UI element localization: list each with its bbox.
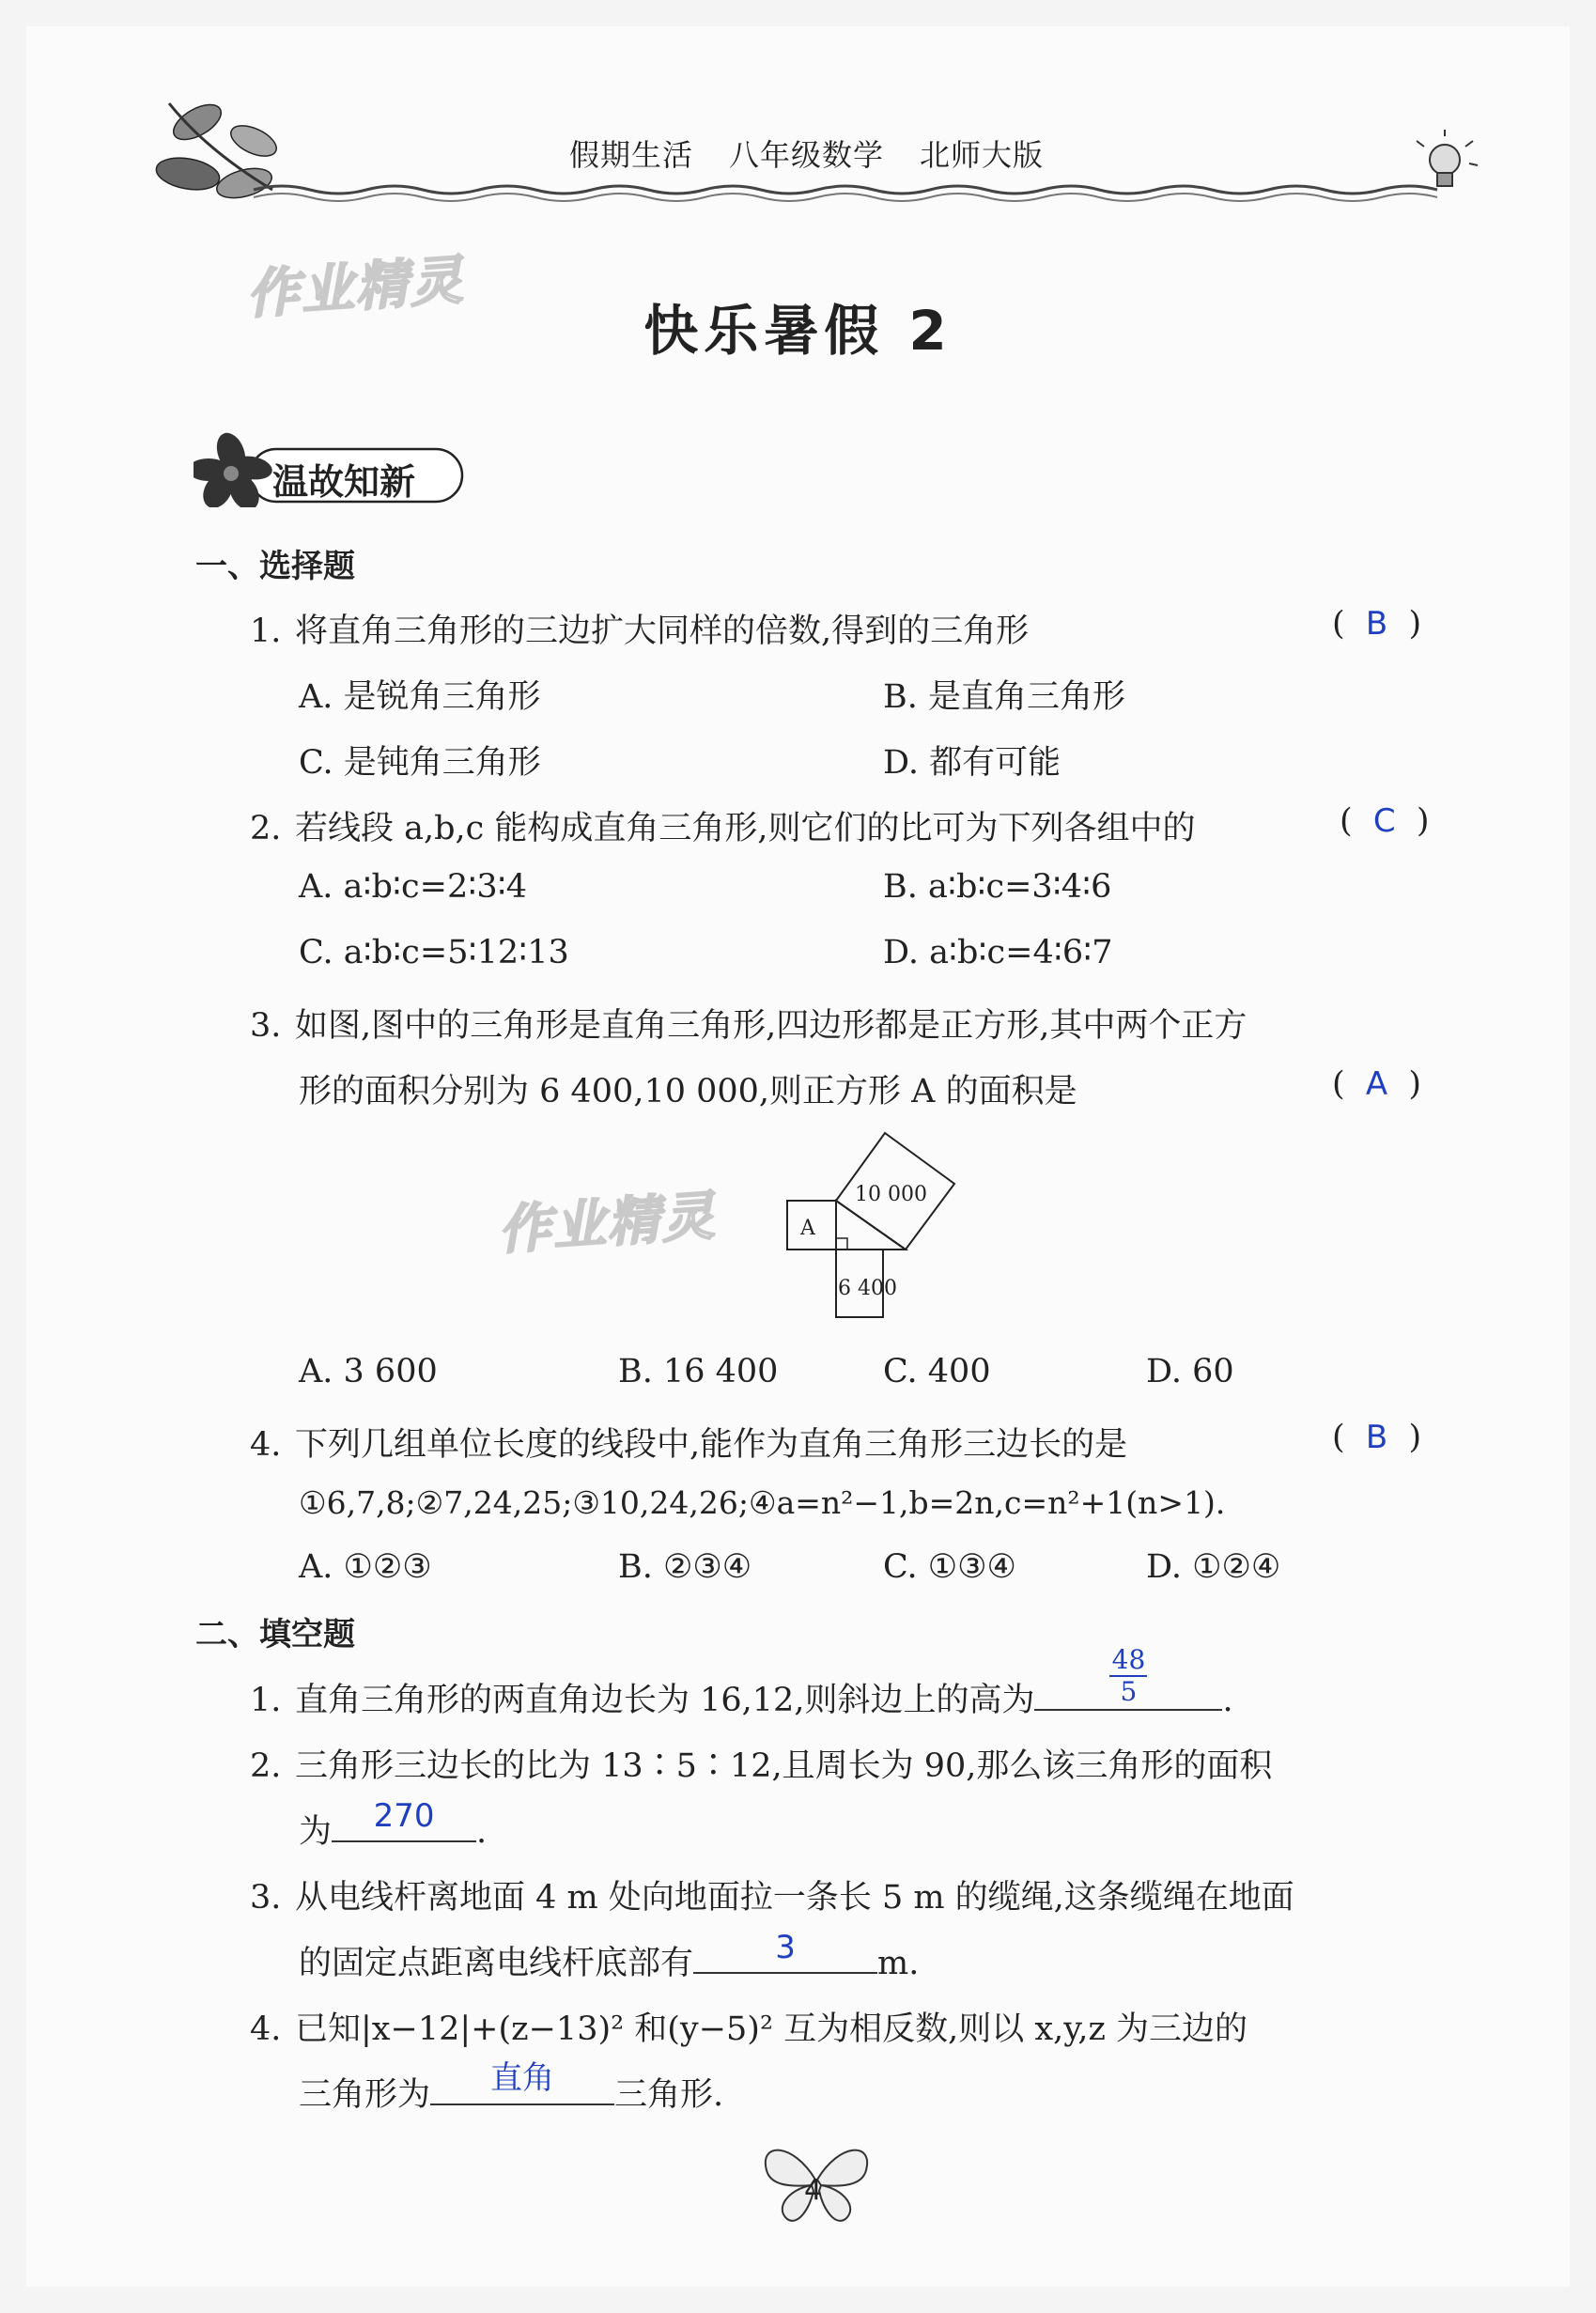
question-text: 三角形三边长的比为 13∶5∶12,且周长为 90,那么该三角形的面积 xyxy=(295,1747,1273,1785)
watermark-middle: 作业精灵 xyxy=(496,1185,719,1263)
answer-choice: B xyxy=(1365,1419,1388,1456)
question-number: 2. xyxy=(250,810,282,847)
fill-question-2-line-2 xyxy=(299,1797,488,1853)
question-1 xyxy=(250,605,1029,652)
question-text: 三角形为 xyxy=(299,2076,431,2114)
answer-blank xyxy=(1034,1644,1222,1711)
answer-fill: 270 xyxy=(373,1797,435,1835)
answer-blank xyxy=(693,1929,877,1974)
header-title xyxy=(569,132,1044,175)
option-a: A. 3 600 xyxy=(299,1353,438,1390)
question-number: 3. xyxy=(250,1879,282,1917)
label-small: 6 400 xyxy=(838,1277,897,1300)
option-c: C. 400 xyxy=(883,1353,991,1390)
fill-question-4 xyxy=(250,2003,1247,2050)
answer-choice: A xyxy=(1365,1065,1388,1103)
answer-fill: 3 xyxy=(775,1929,796,1966)
fill-question-1 xyxy=(250,1644,1233,1721)
question-text: 从电线杆离地面 4 m 处向地面拉一条长 5 m 的缆绳,这条缆绳在地面 xyxy=(295,1879,1294,1917)
answer-paren-3: ( A ) xyxy=(1332,1065,1422,1103)
page-title: 快乐暑假 2 xyxy=(643,299,953,363)
option-d: D. 60 xyxy=(1146,1353,1234,1390)
question-2 xyxy=(250,802,1196,849)
answer-choice: B xyxy=(1365,605,1388,643)
answer-blank xyxy=(332,1797,476,1842)
answer-paren-4: ( B ) xyxy=(1332,1419,1422,1456)
right-triangle xyxy=(836,1201,906,1250)
section-badge-label: 温故知新 xyxy=(272,461,416,503)
header-item-holiday: 假期生活 xyxy=(569,137,694,173)
question-4-line-2: ①6,7,8;②7,24,25;③10,24,26;④a=n²−1,b=2n,c=n²+1(n>1). xyxy=(299,1484,1226,1521)
header-item-edition: 北师大版 xyxy=(920,137,1045,173)
question-number: 4. xyxy=(250,2010,282,2048)
question-text: 若线段 a,b,c 能构成直角三角形,则它们的比可为下列各组中的 xyxy=(295,810,1196,847)
fraction-denominator: 5 xyxy=(1120,1676,1138,1707)
watermark-top: 作业精灵 xyxy=(244,249,467,327)
option-b: B. 是直角三角形 xyxy=(883,678,1125,716)
question-text: 为 xyxy=(299,1813,333,1851)
question-text: 如图,图中的三角形是直角三角形,四边形都是正方形,其中两个正方 xyxy=(295,1007,1247,1045)
option-d: D. 都有可能 xyxy=(883,744,1061,782)
question-number: 4. xyxy=(250,1426,282,1464)
section-heading-choice: 一、选择题 xyxy=(195,548,355,585)
question-3 xyxy=(250,1000,1247,1047)
option-a: A. 是锐角三角形 xyxy=(299,678,541,716)
fill-question-4-line-2 xyxy=(299,2059,724,2116)
option-c: C. ①③④ xyxy=(883,1548,1016,1586)
question-number: 3. xyxy=(250,1007,282,1045)
question-text: 下列几组单位长度的线段中,能作为直角三角形三边长的是 xyxy=(295,1426,1128,1464)
header-item-grade: 八年级数学 xyxy=(729,137,885,173)
fill-question-3-line-2 xyxy=(299,1929,920,1984)
section-badge xyxy=(194,432,466,507)
fill-question-3 xyxy=(250,1871,1294,1918)
option-c: C. 是钝角三角形 xyxy=(299,744,541,782)
unit: m. xyxy=(877,1945,920,1982)
question-number: 1. xyxy=(250,613,282,650)
question-text: 直角三角形的两直角边长为 16,12,则斜边上的高为 xyxy=(295,1682,1035,1719)
answer-blank xyxy=(430,2059,614,2105)
lightbulb-icon xyxy=(1417,130,1478,186)
answer-choice: C xyxy=(1372,802,1396,840)
question-text: 的固定点距离电线杆底部有 xyxy=(299,1945,694,1982)
option-d: D. a∶b∶c=4∶6∶7 xyxy=(883,934,1113,971)
option-d: D. ①②④ xyxy=(1146,1548,1281,1586)
option-b: B. a∶b∶c=3∶4∶6 xyxy=(883,868,1112,906)
answer-paren-2: ( C ) xyxy=(1340,802,1430,840)
label-a: A xyxy=(800,1217,815,1240)
question-text: 已知|x−12|+(z−13)² 和(y−5)² 互为相反数,则以 x,y,z 为三边的 xyxy=(295,2010,1248,2048)
fill-question-2 xyxy=(250,1740,1272,1787)
pythagoras-figure xyxy=(780,1099,958,1325)
option-b: B. ②③④ xyxy=(618,1548,752,1586)
page-number: 4 xyxy=(804,2174,823,2207)
answer-paren-1: ( B ) xyxy=(1332,605,1422,643)
option-c: C. a∶b∶c=5∶12∶13 xyxy=(299,934,569,971)
option-a: A. ①②③ xyxy=(299,1548,432,1586)
option-b: B. 16 400 xyxy=(618,1353,779,1390)
section-heading-fill: 二、填空题 xyxy=(195,1616,355,1653)
punctuation: . xyxy=(476,1813,488,1851)
question-number: 1. xyxy=(250,1682,282,1719)
answer-fill: 直角 xyxy=(490,2059,555,2097)
question-text: 将直角三角形的三边扩大同样的倍数,得到的三角形 xyxy=(295,613,1030,650)
question-number: 2. xyxy=(250,1747,282,1785)
question-text-end: 三角形. xyxy=(614,2076,724,2114)
label-big: 10 000 xyxy=(855,1183,927,1206)
fraction-numerator: 48 xyxy=(1111,1644,1146,1675)
question-4 xyxy=(250,1419,1127,1466)
answer-fraction xyxy=(1034,1645,1222,1707)
question-3-line-2: 形的面积分别为 6 400,10 000,则正方形 A 的面积是 xyxy=(299,1073,1077,1110)
punctuation: . xyxy=(1222,1682,1233,1719)
option-a: A. a∶b∶c=2∶3∶4 xyxy=(299,868,527,906)
